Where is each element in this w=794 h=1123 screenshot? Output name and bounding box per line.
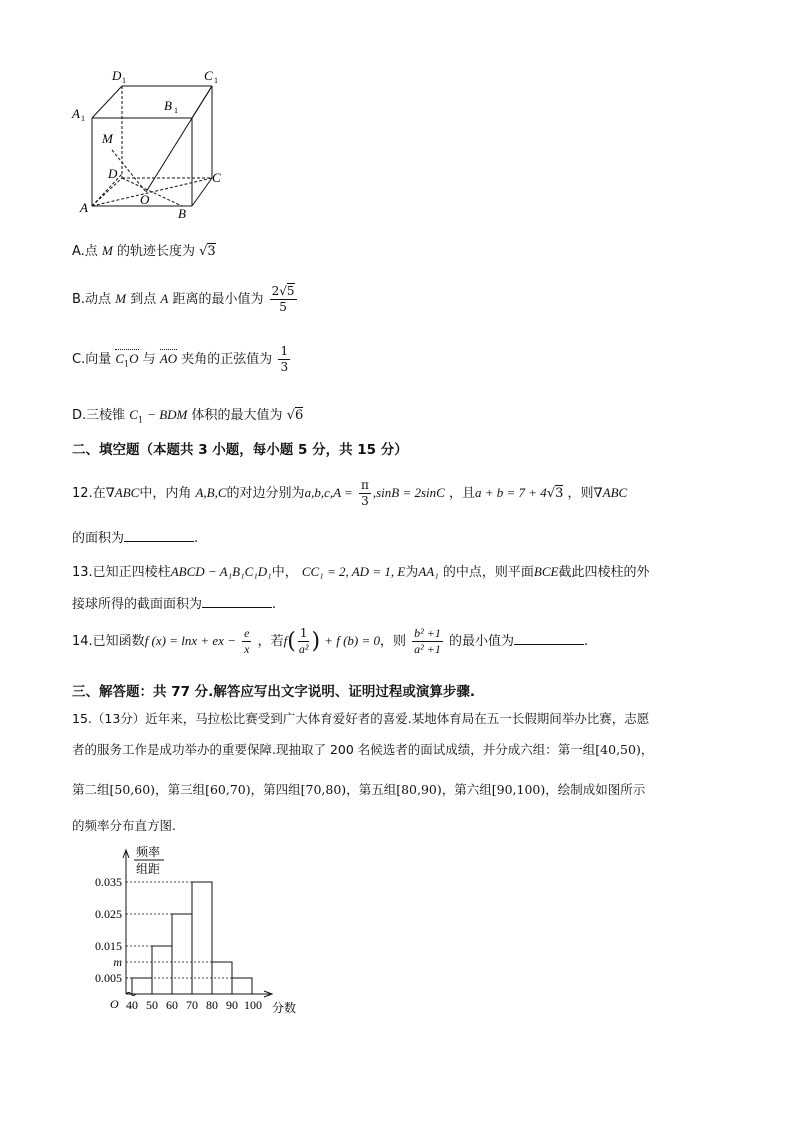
svg-text:1: 1: [81, 114, 85, 123]
xlabel: 分数: [272, 1001, 297, 1015]
label-b1: B: [164, 98, 172, 113]
xtick-label: 40: [126, 998, 138, 1012]
label-o: O: [140, 192, 150, 207]
option-a: A.点 M 的轨迹长度为 √3: [72, 243, 216, 259]
ytick-label: 0.025: [95, 907, 122, 921]
answer-blank-13[interactable]: [202, 595, 272, 608]
label-a1: A: [72, 106, 80, 121]
xtick-label: 50: [146, 998, 158, 1012]
label-c1: C: [204, 68, 213, 83]
histogram-bar: [172, 914, 192, 994]
section-2-heading: 二、填空题（本题共 3 小题，每小题 5 分，共 15 分）: [72, 442, 408, 458]
histogram-bar: [232, 978, 252, 994]
cube-figure: [70, 62, 240, 222]
question-13: 13.已知正四棱柱ABCD − A₁B₁C₁D₁中， CC₁ = 2, AD = 1, E为AA₁ 的中点，则平面BCE截此四棱柱的外: [72, 564, 650, 580]
origin-label: O: [110, 997, 119, 1011]
ytick-label: m: [113, 955, 122, 969]
question-12: 12.在∇ABC中，内角 A,B,C的对边分别为a,b,c,A = $\frac{\pi}{3}$ ,sinB = 2sinC ，且a + b = 7 + 4√3 ，则∇ABC: [72, 478, 628, 508]
label-a: A: [80, 200, 88, 215]
option-c: C.向量 $C_1O$ 与 AO 夹角的正弦值为 $\frac{1}{3}$: [72, 344, 289, 374]
label-d1: D: [112, 68, 122, 83]
ytick-label: 0.005: [95, 971, 122, 985]
svg-text:1: 1: [122, 76, 126, 85]
frequency-histogram: [66, 842, 326, 1022]
histogram-bar: [192, 882, 212, 994]
answer-blank-14[interactable]: [514, 632, 584, 645]
xtick-label: 80: [206, 998, 218, 1012]
ylabel-top: 频率: [136, 845, 161, 859]
xtick-label: 60: [166, 998, 178, 1012]
histogram-bar: [132, 978, 152, 994]
xtick-label: 100: [244, 998, 262, 1012]
ylabel-bottom: 组距: [136, 862, 161, 876]
question-14: 14.已知函数f (x) = lnx + ex − $\frac{e}{x}$ ，若f( $\frac{1}{\text{a²}}$ ) + f (b) = 0，则 $\frac{\text{b² +1}}{\text{a² +1}}$ 的最小值为 .: [72, 626, 589, 656]
label-m: M: [102, 131, 113, 146]
question-15-line3: 第二组[50,60)，第三组[60,70)，第四组[70,80)，第五组[80,90)，第六组[90,100)，绘制成如图所示: [72, 782, 646, 797]
question-12-line2: 的面积为 .: [72, 531, 199, 546]
svg-text:1: 1: [214, 76, 218, 85]
section-3-heading: 三、解答题：共 77 分.解答应写出文字说明、证明过程或演算步骤.: [72, 684, 475, 700]
histogram-bar: [152, 946, 172, 994]
option-b: B.动点 M 到点 A 距离的最小值为 $\frac{2√5}{5}$: [72, 284, 295, 314]
question-15-line4: 的频率分布直方图.: [72, 818, 176, 833]
label-d: D: [108, 166, 118, 181]
ytick-label: 0.015: [95, 939, 122, 953]
ytick-label: 0.035: [95, 875, 122, 889]
label-c: C: [212, 170, 221, 185]
question-15-line1: 15.（13分）近年来，马拉松比赛受到广大体育爱好者的喜爱.某地体育局在五一长假期间举办比赛，志愿: [72, 711, 650, 726]
answer-blank-12[interactable]: [124, 529, 194, 542]
xtick-label: 70: [186, 998, 198, 1012]
xtick-label: 90: [226, 998, 238, 1012]
svg-text:1: 1: [174, 106, 178, 115]
question-15-line2: 者的服务工作是成功举办的重要保障.现抽取了 200 名候选者的面试成绩，并分成六组：第一组[40,50)，: [72, 742, 654, 757]
label-b: B: [178, 206, 186, 221]
question-13-line2: 接球所得的截面面积为 .: [72, 597, 277, 612]
option-d: D.三棱锥 $C_1$ − BDM 体积的最大值为 √6: [72, 407, 304, 425]
